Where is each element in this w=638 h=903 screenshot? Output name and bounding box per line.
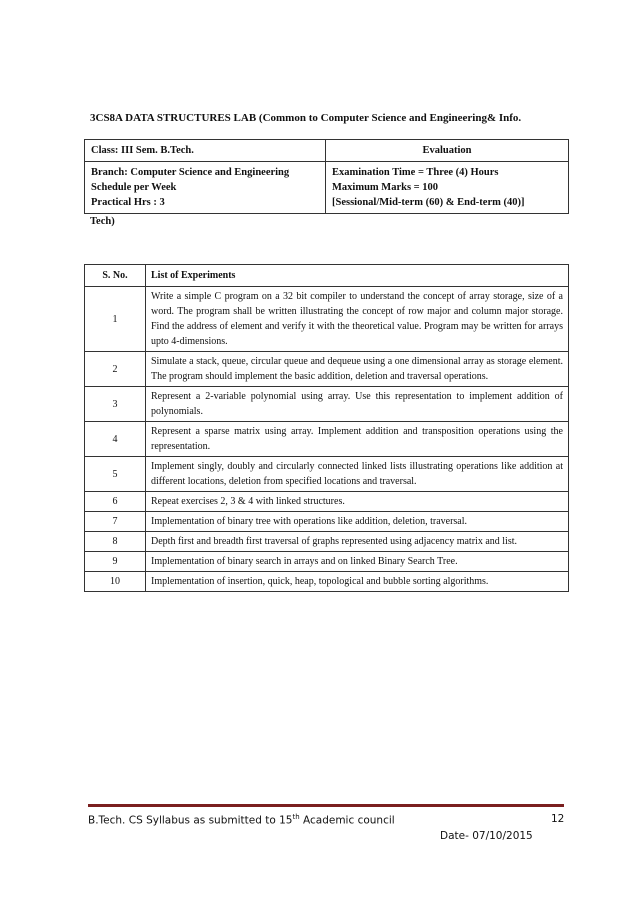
row-description: Repeat exercises 2, 3 & 4 with linked structures. — [146, 492, 569, 512]
table-row — [85, 422, 569, 457]
row-description: Implement singly, doubly and circularly connected linked lists illustrating operations like addition at different locations, deletion from specified locations and traversal. — [146, 457, 569, 492]
row-description: Implementation of insertion, quick, heap, topological and bubble sorting algorithms. — [146, 572, 569, 592]
row-number: 10 — [85, 572, 146, 592]
footer-text-tail: Academic council — [299, 814, 395, 827]
row-number: 8 — [85, 532, 146, 552]
document-heading: 3CS8A DATA STRUCTURES LAB (Common to Computer Science and Engineering& Info. — [90, 112, 522, 124]
table-row — [85, 512, 569, 532]
row-number: 9 — [85, 552, 146, 572]
row-number: 2 — [85, 352, 146, 387]
table-row — [85, 532, 569, 552]
class-cell: Class: III Sem. B.Tech. — [85, 140, 326, 162]
table-row — [85, 457, 569, 492]
exam-time-text: Examination Time = Three (4) Hours — [332, 167, 499, 178]
table-row — [85, 352, 569, 387]
sno-header: S. No. — [85, 265, 146, 287]
row-number: 3 — [85, 387, 146, 422]
table-row — [85, 387, 569, 422]
table-row — [85, 287, 569, 352]
evaluation-header: Evaluation — [326, 140, 569, 162]
row-description: Represent a 2-variable polynomial using array. Use this representation to implement addition of polynomials. — [146, 387, 569, 422]
row-description: Implementation of binary tree with operations like addition, deletion, traversal. — [146, 512, 569, 532]
exam-details-cell — [326, 162, 569, 214]
row-description: Simulate a stack, queue, circular queue and dequeue using a one dimensional array as storage element. The program should implement the basic addition, deletion and traversal operations. — [146, 352, 569, 387]
tech-line: Tech) — [90, 216, 115, 227]
footer-rule — [88, 804, 564, 807]
footer-date: Date- 07/10/2015 — [440, 830, 533, 842]
row-number: 6 — [85, 492, 146, 512]
row-number: 1 — [85, 287, 146, 352]
practical-hrs-text: Practical Hrs : 3 — [91, 197, 165, 208]
table-row — [85, 572, 569, 592]
row-description: Depth first and breadth first traversal of graphs represented using adjacency matrix and list. — [146, 532, 569, 552]
experiments-header: List of Experiments — [146, 265, 569, 287]
info-table — [84, 139, 569, 214]
row-number: 4 — [85, 422, 146, 457]
footer-text-main: B.Tech. CS Syllabus as submitted to 15 — [88, 814, 293, 827]
max-marks-text: Maximum Marks = 100 — [332, 182, 439, 193]
experiments-header-row — [85, 265, 569, 287]
branch-schedule-cell — [85, 162, 326, 214]
footer-superscript: th — [292, 813, 300, 821]
row-number: 7 — [85, 512, 146, 532]
row-number: 5 — [85, 457, 146, 492]
page-number: 12 — [551, 813, 565, 825]
row-description: Implementation of binary search in arrays and on linked Binary Search Tree. — [146, 552, 569, 572]
sessional-text: [Sessional/Mid-term (60) & End-term (40)] — [332, 197, 525, 208]
table-row — [85, 552, 569, 572]
row-description: Represent a sparse matrix using array. Implement addition and transposition operations using the representation. — [146, 422, 569, 457]
branch-text: Branch: Computer Science and Engineering — [91, 167, 290, 178]
footer-text — [88, 813, 395, 827]
row-description: Write a simple C program on a 32 bit compiler to understand the concept of array storage, size of a word. The program shall be written illustrating the concept of row major and column major storage. Find the address of element and verify it with the theoretical value. Program may be written for arrays upto 4-dimensions. — [146, 287, 569, 352]
schedule-text: Schedule per Week — [91, 182, 177, 193]
experiments-table — [84, 264, 569, 592]
table-row — [85, 492, 569, 512]
